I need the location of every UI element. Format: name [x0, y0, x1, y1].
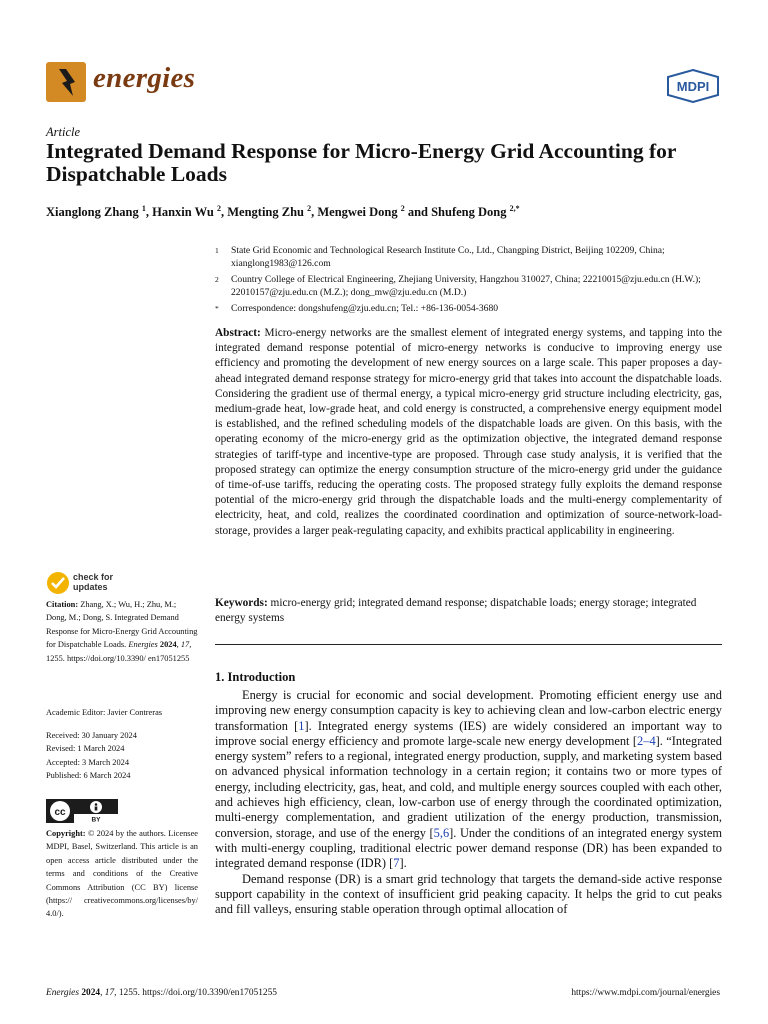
footer-doi[interactable]: , 1255. https://doi.org/10.3390/en17051255 — [114, 988, 277, 998]
affiliation-number: 2 — [215, 275, 219, 284]
body-paragraph: Demand response (DR) is a smart grid technology that targets the demand-side active response support capability in the context of insufficient grid peaking capacity. It helps the grid to cut peaks and fill valleys, ensuring stable operation through optimal allocation of — [215, 871, 722, 917]
check-updates-icon — [46, 571, 70, 595]
author-name[interactable]: Mengwei Dong — [317, 205, 401, 220]
mdpi-logo[interactable] — [666, 69, 720, 103]
author-affiliation-marker: 2 — [307, 204, 312, 213]
abstract-label: Abstract: — [215, 327, 261, 339]
affiliation-item — [215, 302, 725, 315]
body-paragraph: Energy is crucial for economic and social development. Promoting efficient energy use and improving new energy consumption capacity is key to achieving clean and low-carbon electric energy transformation [1]. Integrated energy systems (IES) are widely considered an important way to improve social energy efficiency and promote large-scale new energy development [2–4]. “Integrated energy system” refers to a regional, integrated energy production, supply, and marketing system based on advanced physical information technology in a certain region; it contains two or more types of energy, including electricity, gas, heat, and cold, and multiple energy sources coupled with each other, and achieves high efficiency, clean, low-carbon use of energy through the coordinated optimization, multi-energy complementation, and gradient utilization of the energy production, transmission, conversion, storage, and use of the energy [5,6]. Under the conditions of an integrated energy system with multi-energy coupling, traditional electric power demand response (DR) has been expanded to integrated demand response (IDR) [7]. — [215, 688, 723, 871]
abstract — [215, 326, 722, 539]
author-separator: , — [145, 205, 153, 220]
keywords — [215, 596, 722, 626]
cc-by-license-badge[interactable] — [46, 799, 118, 823]
reference-link[interactable]: 2–4 — [637, 733, 656, 748]
section-divider — [215, 644, 722, 645]
author-affiliation-marker: 1 — [141, 204, 146, 213]
affiliation-text: State Grid Economic and Technological Research Institute Co., Ltd., Changping District, Beijing 102209, China; xianglong1983@126.com — [231, 245, 665, 269]
citation-text: Zhang, X.; Wu, H.; Zhu, M.; Dong, M.; Dong, S. Integrated Demand Response for Micro-Energy Grid Accounting for Dispatchable Loads. — [46, 600, 198, 650]
received-date: Received: 30 January 2024 — [46, 731, 137, 740]
cc-by-label: BY — [91, 816, 101, 823]
citation-year: 2024 — [159, 640, 177, 650]
dates-block — [46, 729, 198, 783]
affiliation-number: 1 — [215, 246, 219, 255]
keywords-text: micro-energy grid; integrated demand response; dispatchable loads; energy storage; integrated energy systems — [215, 597, 697, 625]
reference-link[interactable]: 5,6 — [433, 825, 450, 840]
published-date: Published: 6 March 2024 — [46, 771, 131, 781]
affiliation-text: Correspondence: dongshufeng@zju.edu.cn; Tel.: +86-136-0054-3680 — [231, 303, 499, 314]
affiliation-item — [215, 273, 725, 299]
check-updates-line2: updates — [73, 582, 108, 592]
author-name[interactable]: Mengting Zhu — [227, 205, 308, 220]
revised-date: Revised: 1 March 2024 — [46, 744, 125, 754]
article-type: Article — [46, 125, 81, 139]
author-separator: , — [220, 205, 228, 220]
check-updates-line1: check for — [73, 572, 114, 582]
footer-volume: 17 — [104, 988, 115, 998]
keywords-label: Keywords: — [215, 597, 268, 609]
footer-journal: Energies — [46, 988, 79, 998]
mdpi-logo-text: MDPI — [676, 79, 710, 94]
copyright-label: Copyright: — [46, 829, 86, 838]
affiliations — [215, 244, 725, 318]
author-name[interactable]: Hanxin Wu — [152, 205, 217, 220]
reference-link[interactable]: 1 — [298, 718, 305, 733]
footer-year: 2024 — [81, 988, 101, 998]
author-separator: and — [404, 205, 432, 220]
author-list — [46, 204, 520, 220]
author-affiliation-marker: 2 — [216, 204, 221, 213]
copyright-text: © 2024 by the authors. Licensee MDPI, Basel, Switzerland. This article is an open access article distributed under the terms and conditions of the Creative Commons Attribution (CC BY) license (https:// creativecommons.org/licenses/by/ 4.0/). — [46, 829, 198, 919]
reference-link[interactable]: 7 — [393, 856, 400, 871]
article-title: Integrated Demand Response for Micro-Energy Grid Accounting for Dispatchable Loads — [46, 139, 677, 186]
section-heading: 1. Introduction — [215, 670, 296, 684]
academic-editor: Academic Editor: Javier Contreras — [46, 708, 163, 717]
accepted-date: Accepted: 3 March 2024 — [46, 757, 130, 767]
author-affiliation-marker: 2,* — [509, 204, 520, 213]
citation-label: Citation: — [46, 600, 79, 609]
citation-journal: Energies — [128, 640, 158, 650]
affiliation-number: * — [215, 304, 219, 313]
author-name[interactable]: Shufeng Dong — [431, 205, 510, 220]
citation-doi[interactable]: , 1255. https://doi.org/10.3390/ en17051255 — [46, 640, 192, 663]
author-affiliation-marker: 2 — [400, 204, 405, 213]
journal-name[interactable]: energies — [93, 62, 196, 94]
svg-text:cc: cc — [54, 807, 66, 818]
affiliation-text: Country College of Electrical Engineering, Zhejiang University, Hangzhou 310027, China; 22210015@zju.edu.cn (H.W.); 22010157@zju.edu.cn (M.Z.); dong_mw@zju.edu.cn (M.D.) — [231, 274, 701, 298]
affiliation-item — [215, 244, 725, 270]
lightning-icon — [46, 62, 86, 102]
footer-journal-url[interactable]: https://www.mdpi.com/journal/energies — [571, 988, 720, 998]
abstract-text: Micro-energy networks are the smallest element of integrated energy systems, and tapping into the integrated demand response potential of micro-energy networks is conducive to improving energy use efficiency and promoting the development of new energy sources on a large scale. This paper proposes a day-ahead integrated demand response strategy for micro-energy grid that takes into account the dispatchable loads. Considering the gradient use of thermal energy, a typical micro-energy grid structure including electricity, gas, medium-grade heat, low-grade heat, and cold energy is constructed, a comprehensive energy equipment model is established, and the refined scheduling models of the dispatchable loads are given. On this basis, with the operating economy of the micro-energy grid as the optimization objective, the integrated demand response strategies of tariff-type and incentive-type are proposed. Through case study analysis, it is verified that the proposed strategy can optimize the energy consumption structure of the micro-energy grid under the guidance of time-of-use tariffs, reducing the operating costs. The proposed strategy fully exploits the demand response potential of the micro-energy grid through the dispatchable loads and the multi-energy complementarity of electricity, heat, and cold, realizes the coordinated coordination and optimization of source-network-load-storage, provides a larger peak-regulating capacity, and exhibits practical applicability in engineering. — [215, 327, 722, 537]
author-name[interactable]: Xianglong Zhang — [46, 205, 142, 220]
journal-logo — [46, 62, 86, 102]
author-separator: , — [311, 205, 318, 220]
copyright-block — [46, 827, 198, 921]
intro-body — [215, 688, 722, 917]
citation-volume: 17 — [180, 640, 190, 650]
footer-citation: Energies 2024, 17, 1255. https://doi.org/10.3390/en17051255 — [46, 988, 277, 998]
citation-block: Citation: Zhang, X.; Wu, H.; Zhu, M.; Dong, M.; Dong, S. Integrated Demand Response for Micro-Energy Grid Accounting for Dispatchable Loads. Energies 2024, 17, 1255. https://doi.org/10.3390/ en17051255 — [46, 600, 198, 663]
